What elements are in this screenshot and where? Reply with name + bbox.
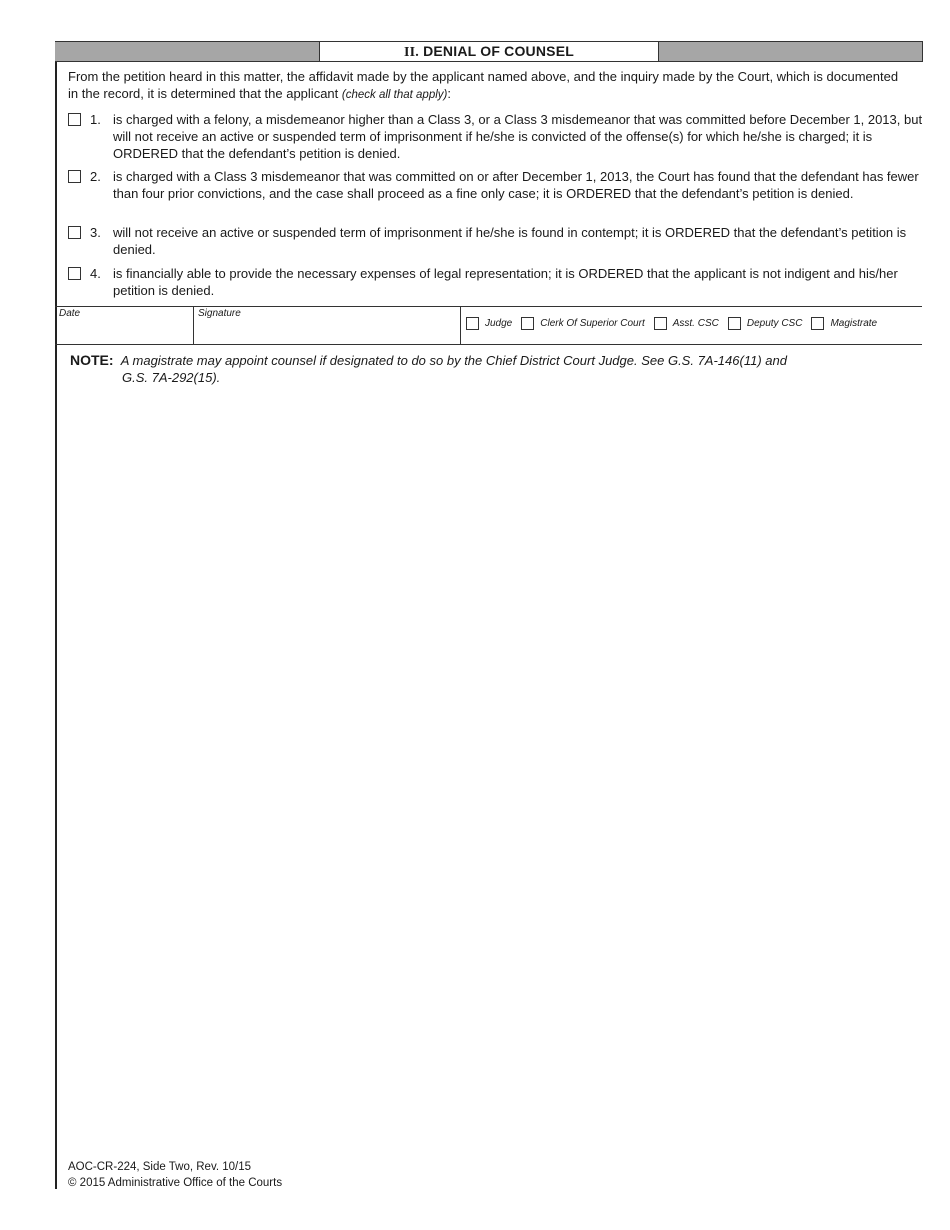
option-text-1: is charged with a felony, a misdemeanor higher than a Class 3, or a Class 3 misdemeanor that was committed before December 1, 2013, but will not receive an active or suspended term of imprisonment if he/she is convicted of the offense(s) for which he/she is charged; it is ORDERED that the defendant’s petition is denied.	[113, 112, 923, 161]
date-label: Date	[59, 308, 81, 319]
form-id: AOC-CR-224, Side Two, Rev. 10/15	[68, 1161, 252, 1173]
option-item-4	[68, 265, 923, 299]
form-frame	[55, 41, 950, 1189]
option-checkbox-2[interactable]	[68, 170, 81, 183]
option-checkbox-3[interactable]	[68, 226, 81, 239]
role-label-judge: Judge	[485, 318, 513, 329]
role-label-magistrate: Magistrate	[830, 318, 878, 329]
role-checkbox-asst-csc[interactable]	[654, 317, 667, 330]
role-magistrate[interactable]	[811, 317, 877, 330]
copyright: © 2015 Administrative Office of the Courts	[68, 1177, 283, 1189]
section-title-numeral: II.	[403, 45, 419, 60]
option-item-3	[68, 224, 923, 258]
role-checkbox-deputy-csc[interactable]	[728, 317, 741, 330]
role-label-deputy-csc: Deputy CSC	[746, 318, 803, 329]
option-text-4: is financially able to provide the necessary expenses of legal representation; it is ORDERED that the applicant is not indigent and his/her petition is denied.	[113, 266, 898, 298]
option-number-2: 2.	[90, 169, 101, 184]
option-checkbox-4[interactable]	[68, 267, 81, 280]
header-shade-right	[659, 42, 922, 61]
role-label-clerk: Clerk Of Superior Court	[540, 318, 645, 329]
note-line-1: A magistrate may appoint counsel if designated to do so by the Chief District Court Judge. See G.S. 7A-146(11) and	[120, 353, 787, 368]
intro-paragraph	[68, 68, 908, 104]
option-number-1: 1.	[90, 112, 101, 127]
role-checkbox-clerk[interactable]	[521, 317, 534, 330]
form-footer	[68, 1159, 282, 1191]
role-judge[interactable]	[466, 317, 512, 330]
role-asst-csc[interactable]	[654, 317, 719, 330]
intro-text: From the petition heard in this matter, the affidavit made by the applicant named above, and the inquiry made by the Court, which is documented in the record, it is determined that the applicant	[68, 69, 899, 101]
note-block	[70, 352, 870, 386]
option-text-2: is charged with a Class 3 misdemeanor that was committed on or after December 1, 2013, the Court has found that the defendant has fewer than four prior convictions, and the case shall proceed as a fine only case; it is ORDERED that the defendant’s petition is denied.	[113, 169, 919, 201]
date-field[interactable]	[55, 307, 194, 344]
option-number-4: 4.	[90, 266, 101, 281]
role-deputy-csc[interactable]	[728, 317, 803, 330]
role-options	[461, 307, 922, 344]
section-title-text: DENIAL OF COUNSEL	[423, 43, 575, 59]
role-label-asst-csc: Asst. CSC	[672, 318, 719, 329]
role-checkbox-magistrate[interactable]	[811, 317, 824, 330]
role-clerk[interactable]	[521, 317, 644, 330]
role-checkbox-judge[interactable]	[466, 317, 479, 330]
intro-suffix: :	[447, 86, 451, 101]
option-item-1	[68, 111, 923, 162]
signature-field[interactable]	[194, 307, 461, 344]
note-line-2: G.S. 7A-292(15).	[122, 370, 221, 385]
option-text-3: will not receive an active or suspended term of imprisonment if he/she is found in contempt; it is ORDERED that the defendant’s petition is denied.	[113, 225, 907, 257]
signature-row	[55, 306, 922, 345]
intro-instruction: (check all that apply)	[341, 89, 448, 101]
section-title	[320, 42, 659, 61]
option-number-3: 3.	[90, 225, 101, 240]
header-shade-left	[55, 42, 320, 61]
option-item-2	[68, 168, 923, 202]
signature-label: Signature	[198, 308, 241, 319]
option-checkbox-1[interactable]	[68, 113, 81, 126]
section-header	[55, 41, 923, 62]
note-label: NOTE:	[70, 352, 114, 368]
